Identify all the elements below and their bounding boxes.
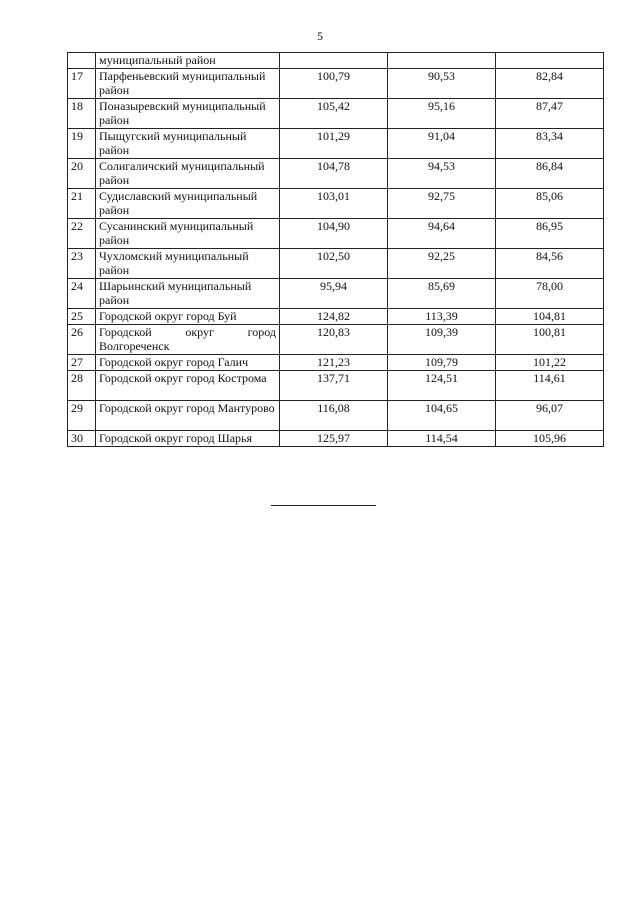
row-value-1: 104,78: [280, 159, 388, 189]
row-number: 26: [68, 325, 96, 355]
row-value-1: 137,71: [280, 371, 388, 401]
row-value-2: 94,64: [388, 219, 496, 249]
row-value-1: 102,50: [280, 249, 388, 279]
row-value-1: 101,29: [280, 129, 388, 159]
row-name: Чухломский муниципальный район: [96, 249, 280, 279]
row-value-3: 101,22: [496, 355, 604, 371]
row-number: 23: [68, 249, 96, 279]
row-name: Городской округ город Шарья: [96, 431, 280, 447]
row-value-1: 105,42: [280, 99, 388, 129]
table-row: [68, 189, 604, 219]
row-value-3: 86,95: [496, 219, 604, 249]
row-value-1: 104,90: [280, 219, 388, 249]
row-value-2: 109,39: [388, 325, 496, 355]
row-name: Судиславский муниципальный район: [96, 189, 280, 219]
row-value-3: 104,81: [496, 309, 604, 325]
row-value-3: 105,96: [496, 431, 604, 447]
row-name: Солигаличский муниципальный район: [96, 159, 280, 189]
row-value-2: 95,16: [388, 99, 496, 129]
row-value-3: 85,06: [496, 189, 604, 219]
row-value-2: 92,75: [388, 189, 496, 219]
row-value-1: 125,97: [280, 431, 388, 447]
row-value-2: 91,04: [388, 129, 496, 159]
table-row: [68, 159, 604, 189]
data-table: [67, 52, 604, 447]
row-value-1: 100,79: [280, 69, 388, 99]
row-number: 28: [68, 371, 96, 401]
row-number: 17: [68, 69, 96, 99]
table-row: [68, 309, 604, 325]
row-number: 29: [68, 401, 96, 431]
row-value-3: 87,47: [496, 99, 604, 129]
table-row: [68, 401, 604, 431]
row-number: 24: [68, 279, 96, 309]
row-name: Шарьинский муниципальный район: [96, 279, 280, 309]
row-value-1: 95,94: [280, 279, 388, 309]
table-row: [68, 279, 604, 309]
table-row: [68, 69, 604, 99]
end-of-document-rule: [271, 505, 376, 506]
row-number: 21: [68, 189, 96, 219]
row-name: Городской округ город Буй: [96, 309, 280, 325]
row-name: Городской округ город Волгореченск: [96, 325, 280, 355]
row-value-1: 103,01: [280, 189, 388, 219]
table-row-carryover: [68, 53, 604, 69]
row-name: муниципальный район: [96, 53, 280, 69]
table-row: [68, 249, 604, 279]
row-value-2: 94,53: [388, 159, 496, 189]
page-number: 5: [317, 29, 323, 43]
row-name: Городской округ город Мантурово: [96, 401, 280, 431]
row-value-2: 124,51: [388, 371, 496, 401]
row-value-3: [496, 53, 604, 69]
row-name: Городской округ город Кострома: [96, 371, 280, 401]
row-name: Городской округ город Галич: [96, 355, 280, 371]
row-value-3: 83,34: [496, 129, 604, 159]
row-number: 25: [68, 309, 96, 325]
row-value-1: 120,83: [280, 325, 388, 355]
table-row: [68, 129, 604, 159]
row-number: 22: [68, 219, 96, 249]
table-row: [68, 219, 604, 249]
row-value-1: [280, 53, 388, 69]
row-name: Пыщугский муниципальный район: [96, 129, 280, 159]
row-number: [68, 53, 96, 69]
row-value-2: 109,79: [388, 355, 496, 371]
row-value-2: 85,69: [388, 279, 496, 309]
row-name: Сусанинский муниципальный район: [96, 219, 280, 249]
row-value-2: 114,54: [388, 431, 496, 447]
row-value-3: 78,00: [496, 279, 604, 309]
row-value-2: 113,39: [388, 309, 496, 325]
row-value-3: 100,81: [496, 325, 604, 355]
row-value-3: 82,84: [496, 69, 604, 99]
row-value-2: 90,53: [388, 69, 496, 99]
row-value-1: 116,08: [280, 401, 388, 431]
row-value-2: [388, 53, 496, 69]
row-value-3: 84,56: [496, 249, 604, 279]
row-value-3: 114,61: [496, 371, 604, 401]
row-name: Парфеньевский муниципальный район: [96, 69, 280, 99]
table-row: [68, 371, 604, 401]
row-value-2: 92,25: [388, 249, 496, 279]
row-number: 30: [68, 431, 96, 447]
row-value-1: 124,82: [280, 309, 388, 325]
table-row: [68, 325, 604, 355]
row-value-1: 121,23: [280, 355, 388, 371]
row-value-3: 86,84: [496, 159, 604, 189]
row-value-2: 104,65: [388, 401, 496, 431]
row-name: Поназыревский муниципальный район: [96, 99, 280, 129]
table-row: [68, 431, 604, 447]
row-value-3: 96,07: [496, 401, 604, 431]
table-row: [68, 355, 604, 371]
row-number: 27: [68, 355, 96, 371]
row-number: 20: [68, 159, 96, 189]
table-row: [68, 99, 604, 129]
row-number: 18: [68, 99, 96, 129]
row-number: 19: [68, 129, 96, 159]
